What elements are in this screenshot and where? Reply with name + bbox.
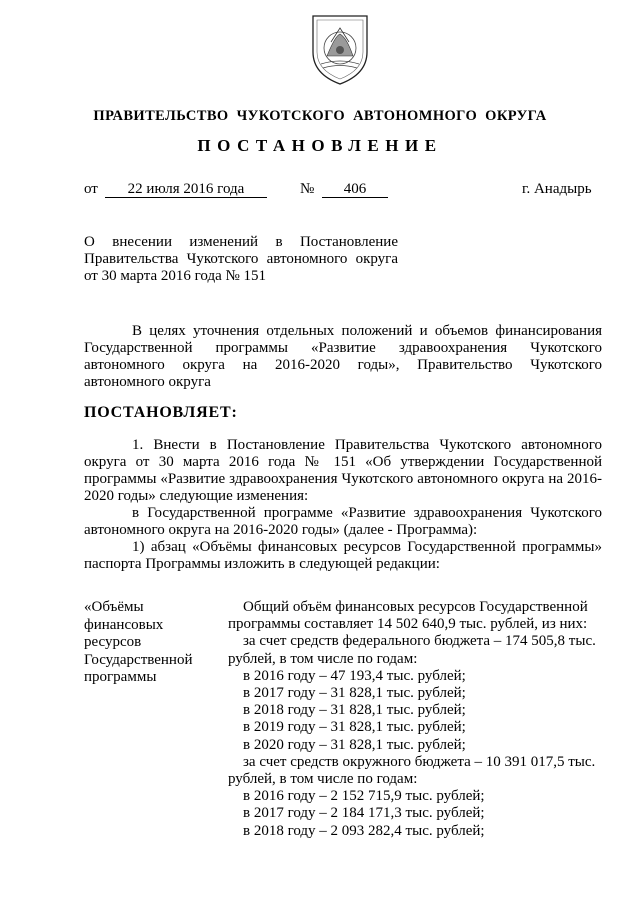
- federal-line: за счет средств федерального бюджета – 174 505,8 тыс.: [243, 633, 596, 650]
- document-type-title: ПОСТАНОВЛЕНИЕ: [197, 136, 443, 155]
- regional-year-line: в 2017 году – 2 184 171,3 тыс. рублей;: [243, 805, 485, 822]
- preamble-paragraph: В целях уточнения отдельных положений и объемов финансирования Государственной программы «Развитие здравоохранения Чукотского автономного округа на 2016-2020 годы», Правительство Чукотского автономного округа: [84, 323, 602, 390]
- label-line: ресурсов: [84, 634, 142, 650]
- regional-line: за счет средств окружного бюджета – 10 391 017,5 тыс.: [243, 753, 596, 770]
- government-name: ПРАВИТЕЛЬСТВО ЧУКОТСКОГО АВТОНОМНОГО ОКРУГА: [93, 108, 547, 124]
- federal-year-line: в 2017 году – 31 828,1 тыс. рублей;: [243, 685, 466, 702]
- regional-line: рублей, в том числе по годам:: [228, 771, 418, 788]
- federal-line: рублей, в том числе по годам:: [228, 650, 418, 667]
- federal-year-line: в 2018 году – 31 828,1 тыс. рублей;: [243, 702, 466, 719]
- coat-of-arms-emblem: [307, 12, 373, 86]
- total-line: программы составляет 14 502 640,9 тыс. рублей, из них:: [228, 616, 588, 633]
- document-number: 406: [322, 181, 388, 198]
- document-subject: [84, 234, 398, 285]
- subject-line: Правительства Чукотского автономного округа: [84, 251, 398, 267]
- label-line: «Объёмы: [84, 599, 144, 615]
- federal-year-line: в 2016 году – 47 193,4 тыс. рублей;: [243, 667, 466, 684]
- federal-year-line: в 2019 году – 31 828,1 тыс. рублей;: [243, 719, 466, 736]
- label-line: финансовых: [84, 616, 164, 633]
- funding-description-cell: [228, 599, 602, 840]
- body-paragraph: в Государственной программе «Развитие здравоохранения Чукотского автономного округа на 2016-2020 годы» (далее - Программа):: [84, 505, 602, 538]
- decree-heading: ПОСТАНОВЛЯЕТ:: [84, 404, 238, 421]
- subject-line: от 30 марта 2016 года № 151: [84, 268, 267, 284]
- number-prefix: №: [300, 181, 315, 197]
- regional-year-line: в 2018 году – 2 093 282,4 тыс. рублей;: [243, 822, 485, 839]
- document-city: г. Анадырь: [522, 181, 592, 197]
- body-paragraph: 1. Внести в Постановление Правительства Чукотского автономного округа от 30 марта 2016 года № 151 «Об утверждении Государственной программы «Развитие здравоохранения Чукотского автономного округа на 2016-2020 годы» следующие изменения:: [84, 437, 602, 504]
- date-prefix: от: [84, 181, 98, 197]
- label-line: Государственной: [84, 651, 193, 668]
- document-date: 22 июля 2016 года: [105, 181, 267, 198]
- funding-label-cell: [84, 599, 224, 687]
- total-line: Общий объём финансовых ресурсов Государственной: [243, 599, 588, 615]
- regional-year-line: в 2016 году – 2 152 715,9 тыс. рублей;: [243, 788, 485, 805]
- federal-year-line: в 2020 году – 31 828,1 тыс. рублей;: [243, 736, 466, 753]
- body-paragraph: 1) абзац «Объёмы финансовых ресурсов Государственной программы» паспорта Программы изложить в следующей редакции:: [84, 539, 602, 572]
- label-line: программы: [84, 669, 157, 685]
- decree-body: [84, 437, 602, 573]
- subject-line: О внесении изменений в Постановление: [84, 234, 398, 250]
